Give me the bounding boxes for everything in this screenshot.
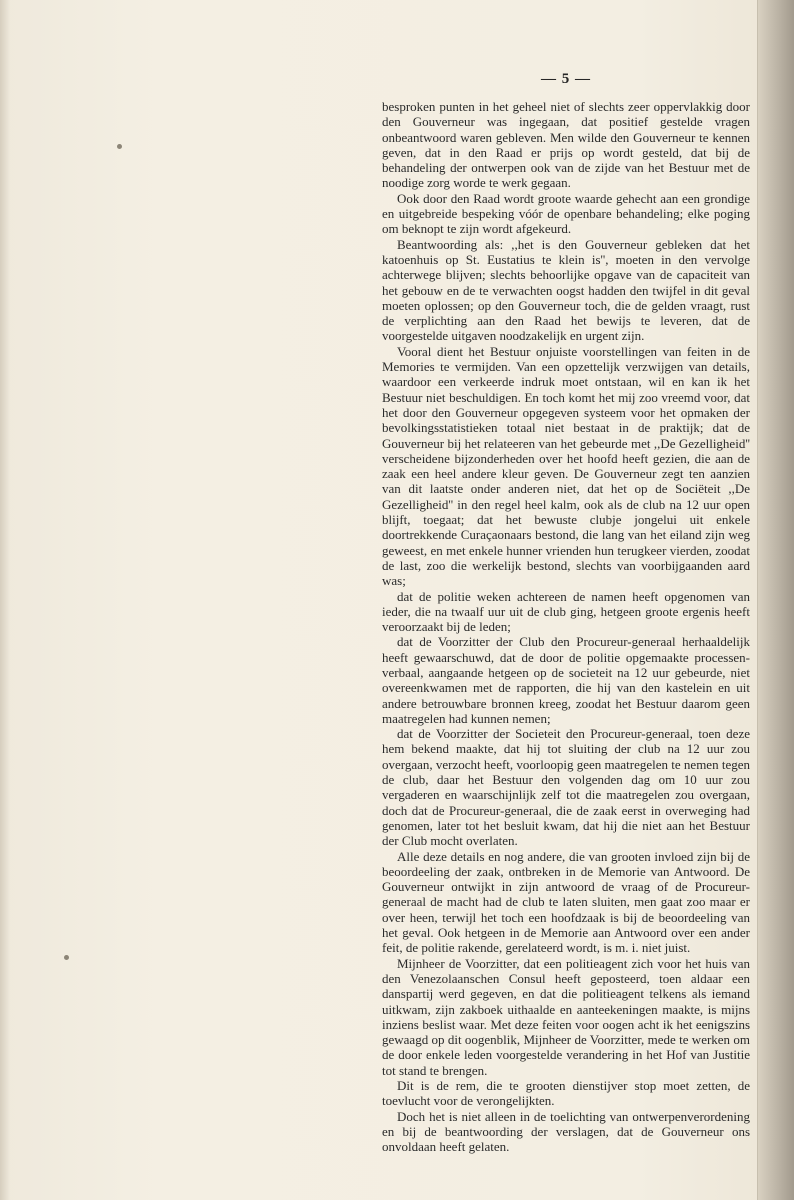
page-right-edge xyxy=(757,0,794,1200)
paragraph: Ook door den Raad wordt groote waarde gehecht aan een grondige en uitgebreide bespeking vóór de openbare behandeling; elke poging om beknopt te zijn wordt afgekeurd. xyxy=(382,190,750,237)
body-text xyxy=(382,99,750,1154)
paragraph: Dit is de rem, die te grooten dienstijver stop moet zetten, de toevlucht voor de verongelijkten. xyxy=(382,1078,750,1109)
paragraph: dat de Voorzitter der Societeit den Procureur-generaal, toen deze hem bekend maakte, dat hij tot sluiting der club na 12 uur zou overgaan, verzocht heeft, voorloopig geen maatregelen te nemen tegen de club, daar het Bestuur den volgenden dag om 10 uur zou vergaderen en waarschijnlijk zelf tot die maatregelen zou overgaan, doch dat de Procureur-generaal, die de zaak eerst in overweging had genomen, later tot het besluit kwam, dat hij die niet aan het Bestuur der Club mocht overlaten. xyxy=(382,726,750,849)
paragraph: dat de politie weken achtereen de namen heeft opgenomen van ieder, die na twaalf uur uit de club ging, hetgeen groote ergenis heeft veroorzaakt bij de leden; xyxy=(382,588,750,635)
binding-hole-top xyxy=(117,144,122,149)
paragraph: dat de Voorzitter der Club den Procureur-generaal herhaaldelijk heeft gewaarschuwd, dat de door de politie opgemaakte processen-verbaal, aangaande hetgeen op de societeit na 12 uur gebeurde, niet overeenkwamen met de rapporten, die hij van den kastelein en uit andere betrouwbare bronnen kreeg, zoodat het Bestuur daarom geen maatregelen had kunnen nemen; xyxy=(382,634,750,726)
paragraph: Alle deze details en nog andere, die van grooten invloed zijn bij de beoordeeling der zaak, ontbreken in de Memorie van Antwoord. De Gouverneur ontwijkt in zijn antwoord de vraag of de Procureur-generaal de macht had de club te laten sluiten, men gaat zoo maar er over heen, terwijl het toch een hoofdzaak is bij de beoordeeling van het geval. Ook hetgeen in de Memorie aan Antwoord over een ander feit, de politie rakende, gerelateerd wordt, is m. i. niet juist. xyxy=(382,848,750,956)
page-number: — 5 — xyxy=(541,71,591,87)
page-left-edge xyxy=(0,0,10,1200)
paragraph: Doch het is niet alleen in de toelichting van ontwerpenverordening en bij de beantwoording der verslagen, dat de Gouverneur ons onvoldaan heeft gelaten. xyxy=(382,1108,750,1155)
paragraph: Vooral dient het Bestuur onjuiste voorstellingen van feiten in de Memories te vermijden. Van een opzettelijk verzwijgen van details, waardoor een verkeerde indruk moet ontstaan, wil en kan ik het Bestuur niet beschuldigen. En toch komt het mij zoo vreemd voor, dat het door den Gouverneur opgegeven systeem voor het opmaken der bevolkingsstatistieken totaal niet bestaat in de praktijk; dat de Gouverneur bij het relateeren van het gebeurde met ,,De Gezelligheid'' verscheidene bijzonderheden over het hoofd heeft gezien, die aan de zaak een heel andere kleur geven. De Gouverneur zegt ten aanzien van dit laatste onder anderen niet, dat het op de Sociëteit ,,De Gezelligheid'' in den regel heel kalm, ook als de club na 12 uur open blijft, toegaat; dat het bewuste clubje jongelui uit enkele doortrekkende Curaçaonaars bestond, die lang van het eiland zijn weg geweest, en met enkele hunner vrienden hun terugkeer vierden, zoodat de last, zoo die werkelijk bestond, slechts van voorbijgaanden aard was; xyxy=(382,343,750,589)
paragraph: Beantwoording als: ,,het is den Gouverneur gebleken dat het katoenhuis op St. Eustatius te klein is'', moeten in den vervolge achterwege blijven; slechts behoorlijke opgave van de capaciteit van het gebouw en de te verwachten oogst hadden den twijfel in dit geval moeten oplossen; op den Gouverneur toch, die de gelden vraagt, rust de verplichting aan den Raad het bewijs te leveren, dat de voorgestelde uitgaven noodzakelijk en urgent zijn. xyxy=(382,236,750,344)
paragraph: Mijnheer de Voorzitter, dat een politieagent zich voor het huis van den Venezolaanschen Consul heeft geposteerd, toen aldaar een danspartij werd gegeven, en dat die politieagent telkens als iemand uitkwam, zijn zakboek uithaalde en aanteekeningen maakte, is mijns inziens beslist waar. Met deze feiten voor oogen acht ik het eenigszins gewaagd op dit oogenblik, Mijnheer de Voorzitter, mede te werken om de door enkele leden voorgestelde verandering in het Hof van Justitie tot stand te brengen. xyxy=(382,955,750,1078)
paragraph: besproken punten in het geheel niet of slechts zeer oppervlakkig door den Gouverneur was ingegaan, dat positief gestelde vragen onbeantwoord waren gebleven. Men wilde den Gouverneur te kennen geven, dat in den Raad er prijs op wordt gesteld, dat bij de behandeling der ontwerpen ook van de zijde van het Bestuur met de noodige zorg worde te werk gegaan. xyxy=(382,99,750,191)
binding-hole-bottom xyxy=(64,955,69,960)
